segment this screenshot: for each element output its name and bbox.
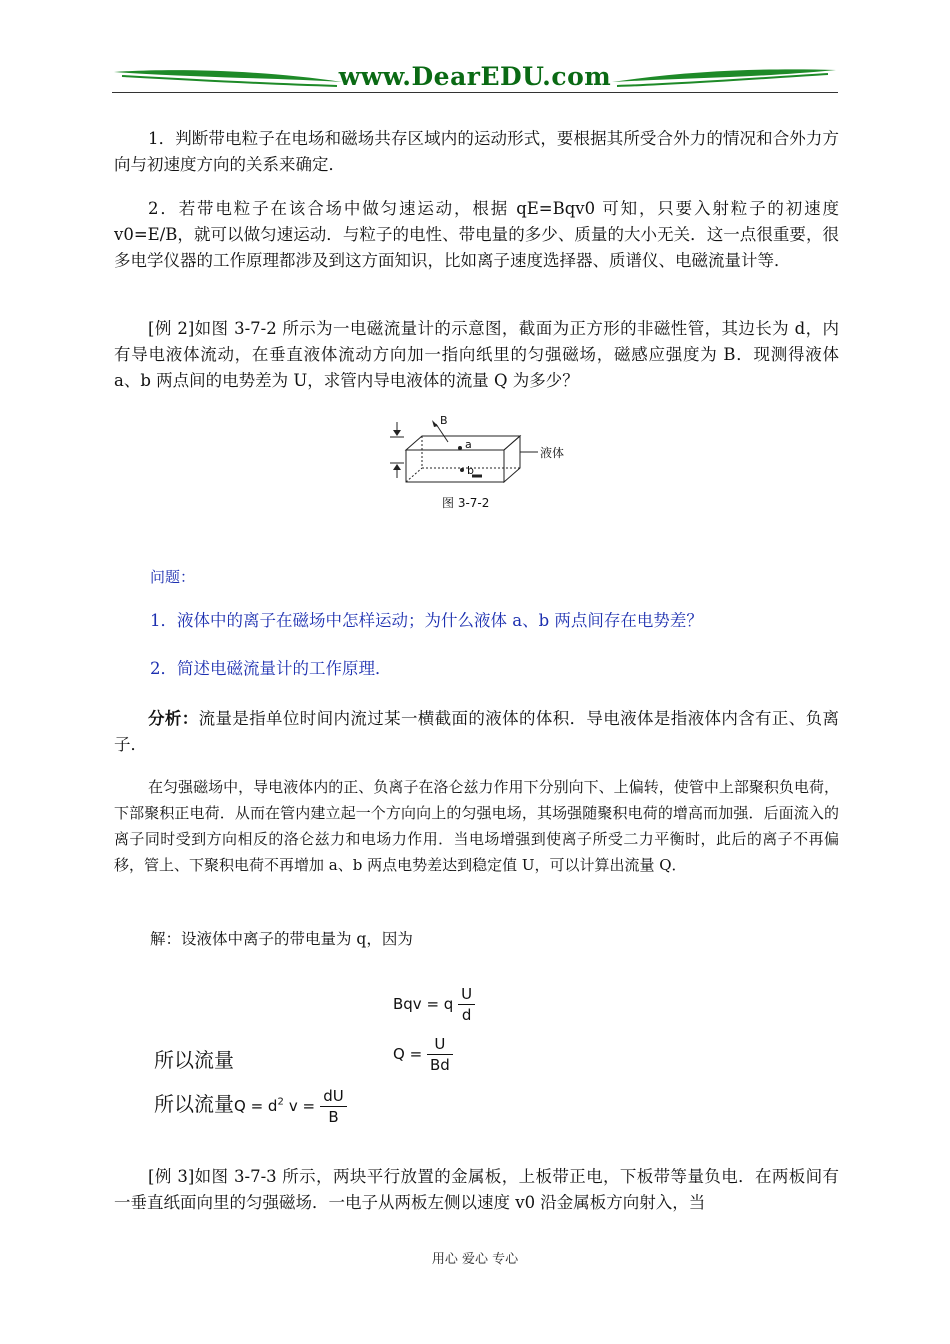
eq2-numerator: U [427, 1034, 453, 1055]
analysis-detail: 在匀强磁场中，导电液体内的正、负离子在洛仑兹力作用下分别向下、上偏转，使管中上部聚积负电荷，下部聚积正电荷．从而在管内建立起一个方向向上的匀强电场，其场强随聚积电荷的增高而加强．后面流入的离子同时受到方向相反的洛仑兹力和电场力作用．当电场增强到使离子所受二力平衡时，此后的离子不再偏移，管上、下聚积电荷不再增加 a、b 两点电势差达到稳定值 U，可以计算出流量 Q． [114, 778, 839, 874]
figure-3-7-2 [380, 412, 580, 516]
analysis-paragraph [114, 706, 839, 758]
paragraph-2: 2．若带电粒子在该合场中做匀速运动，根据 qE=Bqv0 可知，只要入射粒子的初速度 v0=E/B，就可以做匀速运动．与粒子的电性、带电量的多少、质量的大小无关．这一点很重要，很多电学仪器的工作原理都涉及到这方面知识，比如离子速度选择器、质谱仪、电磁流量计等． [114, 199, 839, 270]
label-b: b [467, 464, 474, 477]
label-a: a [465, 438, 472, 451]
equation-2-prefix: 所以流量 [154, 1048, 234, 1072]
eq3-mid: v = [288, 1097, 316, 1115]
equation-1 [393, 984, 475, 1025]
eq3-left: Q = d [234, 1097, 278, 1115]
page-footer: 用心 爱心 专心 [431, 1252, 519, 1267]
question-2: 2．简述电磁流量计的工作原理． [150, 659, 392, 678]
eq3-prefix: 所以流量 [154, 1092, 234, 1116]
eq1-denominator: d [461, 1006, 472, 1024]
eq1-numerator: U [458, 984, 475, 1005]
eq2-denominator: Bd [429, 1056, 450, 1074]
paragraph-1: 1．判断带电粒子在电场和磁场共存区域内的运动形式，要根据其所受合外力的情况和合外力方向与初速度方向的关系来确定． [114, 129, 839, 174]
question-1: 1．液体中的离子在磁场中怎样运动；为什么液体 a、b 两点间存在电势差？ [150, 611, 703, 630]
eq3-denominator: B [328, 1108, 339, 1126]
header-divider [112, 92, 838, 93]
eq3-fraction [320, 1086, 347, 1127]
label-liquid: 液体 [540, 446, 565, 460]
eq3-superscript: 2 [277, 1096, 284, 1108]
equation-2 [393, 1034, 453, 1075]
solution-intro: 解：设液体中离子的带电量为 q，因为 [150, 930, 413, 948]
label-B: B [440, 414, 448, 427]
example-3-text: [例 3]如图 3-7-3 所示，两块平行放置的金属板，上板带正电，下板带等量负电．在两板间有一垂直纸面向里的匀强磁场．一电子从两板左侧以速度 v0 沿金属板方向射入，当 [114, 1167, 839, 1212]
questions-title: 问题： [150, 568, 196, 586]
analysis-text: 流量是指单位时间内流过某一横截面的液体的体积．导电液体是指液体内含有正、负离子． [114, 709, 840, 754]
equation-3 [154, 1086, 347, 1127]
eq1-left: Bqv = q [393, 995, 454, 1013]
site-logo[interactable]: www.DearEDU.com [338, 62, 612, 91]
figure-caption: 图 3-7-2 [442, 496, 490, 510]
eq1-fraction [458, 984, 475, 1025]
eq2-left: Q = [393, 1045, 423, 1063]
eq2-fraction [427, 1034, 453, 1075]
eq3-numerator: dU [320, 1086, 347, 1107]
example-2-text: [例 2]如图 3-7-2 所示为一电磁流量计的示意图，截面为正方形的非磁性管，其边长为 d，内有导电液体流动，在垂直液体流动方向加一指向纸里的匀强磁场，磁感应强度为 B．现测得液体 a、b 两点间的电势差为 U，求管内导电液体的流量 Q 为多少？ [114, 319, 839, 390]
analysis-label: 分析： [148, 709, 199, 728]
